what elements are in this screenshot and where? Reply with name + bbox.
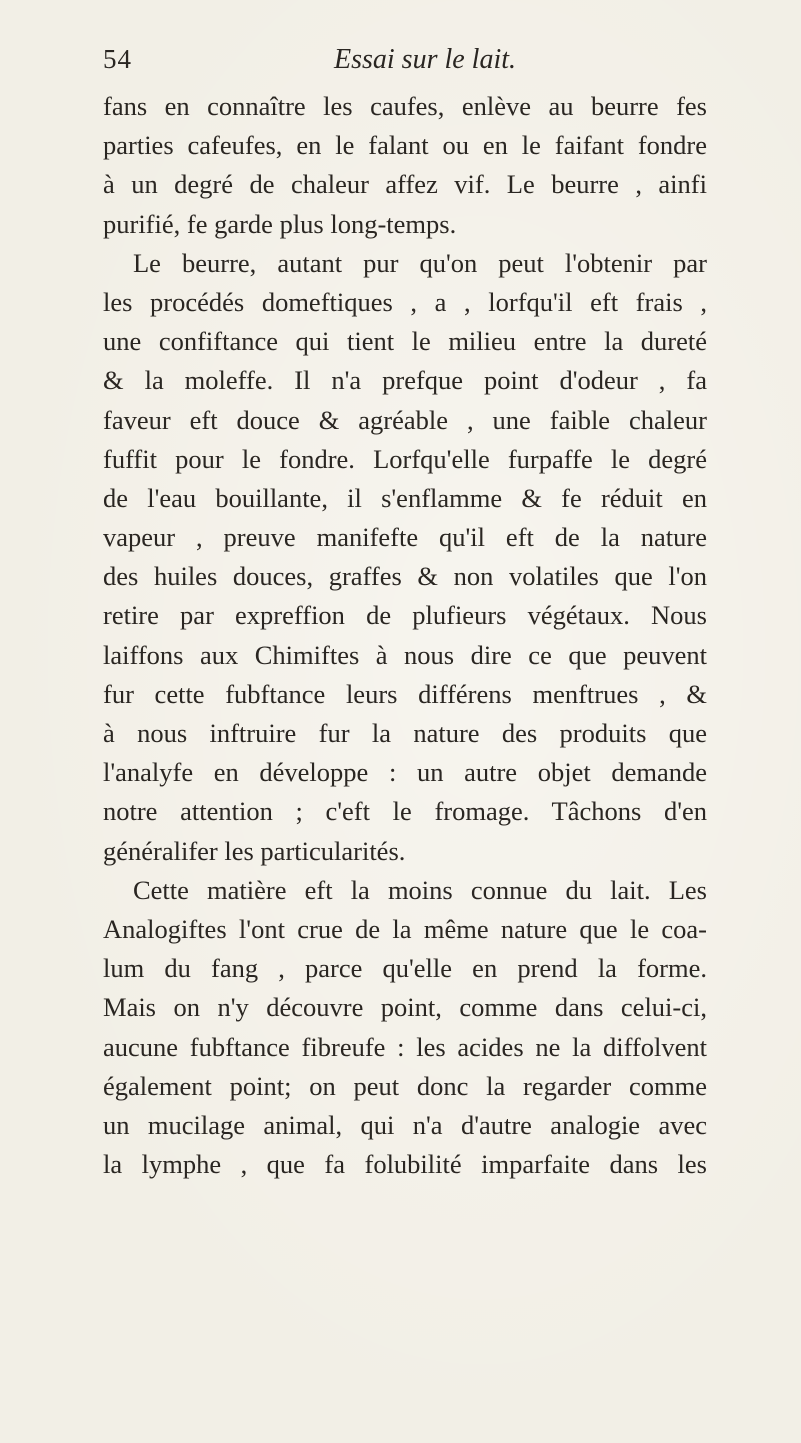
text-line: l'analyfe en développe : un autre objet demande bbox=[103, 757, 707, 788]
text-line: Mais on n'y découvre point, comme dans celui-ci, bbox=[103, 992, 707, 1023]
text-line: une confiftance qui tient le milieu entre la dureté bbox=[103, 326, 707, 357]
page-number: 54 bbox=[103, 44, 132, 74]
text-line: aucune fubftance fibreufe : les acides ne la diffolvent bbox=[103, 1031, 707, 1062]
text-line: Le beurre, autant pur qu'on peut l'obtenir par bbox=[133, 247, 707, 278]
running-head bbox=[103, 44, 703, 88]
text-line: fans en connaître les caufes, enlève au beurre fes bbox=[103, 91, 707, 121]
text-line: & la moleffe. Il n'a prefque point d'odeur , fa bbox=[103, 365, 707, 396]
text-line: les procédés domeftiques , a , lorfqu'il eft frais , bbox=[103, 286, 707, 317]
text-line: retire par expreffion de plufieurs végétaux. Nous bbox=[103, 600, 707, 631]
text-line: purifié, fe garde plus long-temps. bbox=[103, 208, 457, 239]
text-line: de l'eau bouillante, il s'enflamme & fe réduit en bbox=[103, 482, 707, 513]
text-line: fuffit pour le fondre. Lorfqu'elle furpaffe le degré bbox=[103, 443, 707, 474]
text-line: laiffons aux Chimiftes à nous dire ce que peuvent bbox=[103, 639, 707, 670]
body-text bbox=[103, 87, 707, 1184]
text-line: notre attention ; c'eft le fromage. Tâchons d'en bbox=[103, 796, 707, 827]
text-line: à un degré de chaleur affez vif. Le beurre , ainfi bbox=[103, 169, 707, 200]
text-line: un mucilage animal, qui n'a d'autre analogie avec bbox=[103, 1109, 707, 1140]
text-line: généralifer les particularités. bbox=[103, 835, 406, 866]
text-line: Analogiftes l'ont crue de la même nature que le coa- bbox=[103, 913, 707, 944]
text-line: à nous inftruire fur la nature des produits que bbox=[103, 718, 707, 748]
text-line: également point; on peut donc la regarder comme bbox=[103, 1070, 707, 1101]
running-title: Essai sur le lait. bbox=[333, 44, 517, 75]
text-line: parties cafeufes, en le falant ou en le faifant fondre bbox=[103, 130, 707, 161]
text-line: des huiles douces, graffes & non volatiles que l'on bbox=[103, 561, 707, 592]
text-line: fur cette fubftance leurs différens menftrues , & bbox=[103, 678, 707, 709]
text-line: vapeur , preuve manifefte qu'il eft de la nature bbox=[103, 522, 707, 553]
text-line: faveur eft douce & agréable , une faible chaleur bbox=[103, 404, 707, 435]
text-line: Cette matière eft la moins connue du lait. Les bbox=[133, 874, 707, 905]
text-line: lum du fang , parce qu'elle en prend la forme. bbox=[103, 953, 707, 984]
text-line: la lymphe , que fa folubilité imparfaite dans les bbox=[103, 1149, 707, 1180]
